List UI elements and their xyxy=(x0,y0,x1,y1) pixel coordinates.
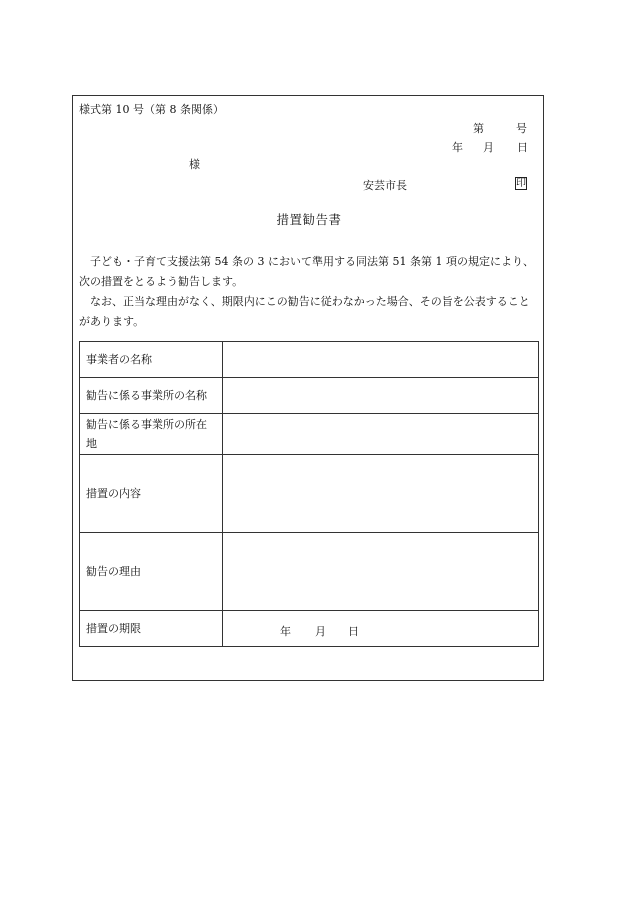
deadline-month: 月 xyxy=(315,624,326,638)
row-value-recommendation-reason[interactable] xyxy=(223,533,539,611)
recommendation-table xyxy=(79,341,539,647)
table-row xyxy=(80,533,539,611)
row-label-measure-deadline: 措置の期限 xyxy=(80,611,223,647)
row-value-measure-deadline[interactable] xyxy=(223,611,539,647)
seal-mark: 印 xyxy=(516,178,526,189)
row-label-office-name: 勧告に係る事業所の名称 xyxy=(80,378,223,414)
issuer-name: 安芸市長 xyxy=(363,179,407,192)
body-text xyxy=(79,252,540,332)
issue-date-year: 年 xyxy=(452,141,463,154)
row-label-recommendation-reason: 勧告の理由 xyxy=(80,533,223,611)
table-row xyxy=(80,455,539,533)
addressee-suffix: 様 xyxy=(189,158,200,171)
table-row xyxy=(80,378,539,414)
row-label-measure-content: 措置の内容 xyxy=(80,455,223,533)
deadline-year: 年 xyxy=(280,624,291,638)
row-label-business-name: 事業者の名称 xyxy=(80,342,223,378)
row-value-measure-content[interactable] xyxy=(223,455,539,533)
form-number: 様式第 10 号（第 8 条関係） xyxy=(79,103,224,116)
row-value-office-name[interactable] xyxy=(223,378,539,414)
body-paragraph-1: 子ども・子育て支援法第 54 条の 3 において準用する同法第 51 条第 1 項の規定により、次の措置をとるよう勧告します。 xyxy=(79,255,534,288)
row-value-office-address[interactable] xyxy=(223,414,539,455)
table-row xyxy=(80,342,539,378)
body-paragraph-2: なお、正当な理由がなく、期限内にこの勧告に従わなかった場合、その旨を公表することがあります。 xyxy=(79,295,530,328)
issue-number-prefix: 第 xyxy=(473,122,484,135)
document-frame xyxy=(72,95,544,681)
table-row xyxy=(80,414,539,455)
deadline-day: 日 xyxy=(348,624,359,638)
issue-date-day: 日 xyxy=(517,141,528,154)
row-value-business-name[interactable] xyxy=(223,342,539,378)
issue-date-month: 月 xyxy=(483,141,494,154)
issue-number-suffix: 号 xyxy=(516,122,527,135)
row-label-office-address: 勧告に係る事業所の所在地 xyxy=(80,414,223,455)
document-title: 措置勧告書 xyxy=(276,212,342,227)
table-row xyxy=(80,611,539,647)
